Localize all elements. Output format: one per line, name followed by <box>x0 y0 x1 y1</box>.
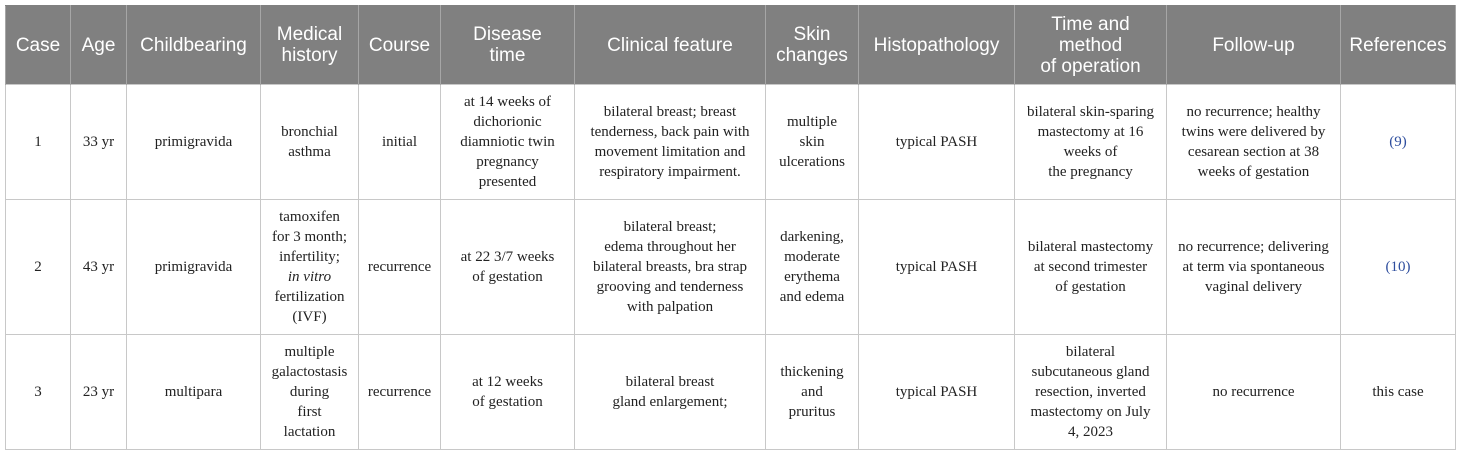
reference-link[interactable]: (10) <box>1385 259 1411 275</box>
cell-clinical-feature: bilateral breast; breast tenderness, back pain with movement limitation and respiratory impairment. <box>575 85 766 200</box>
cell-medical-history: bronchial asthma <box>261 85 359 200</box>
cell-reference <box>1341 85 1456 200</box>
cell-case: 3 <box>6 335 71 450</box>
header-disease-time: Disease time <box>441 6 575 85</box>
cell-childbearing: multipara <box>127 335 261 450</box>
cell-medical-history: multiple galactostasis during first lactation <box>261 335 359 450</box>
cell-course: recurrence <box>359 335 441 450</box>
header-medical-history: Medical history <box>261 6 359 85</box>
cell-skin-changes: darkening, moderate erythema and edema <box>766 200 859 335</box>
cell-case: 2 <box>6 200 71 335</box>
table-row <box>6 200 1456 335</box>
cell-operation: bilateral skin-sparing mastectomy at 16 weeks of the pregnancy <box>1015 85 1167 200</box>
cell-follow-up: no recurrence; healthy twins were delivered by cesarean section at 38 weeks of gestation <box>1167 85 1341 200</box>
header-case: Case <box>6 6 71 85</box>
header-references: References <box>1341 6 1456 85</box>
cell-disease-time: at 12 weeks of gestation <box>441 335 575 450</box>
case-comparison-table <box>5 5 1456 450</box>
cell-reference: this case <box>1341 335 1456 450</box>
header-age: Age <box>71 6 127 85</box>
cell-course: initial <box>359 85 441 200</box>
header-course: Course <box>359 6 441 85</box>
cell-skin-changes: multiple skin ulcerations <box>766 85 859 200</box>
header-follow-up: Follow-up <box>1167 6 1341 85</box>
cell-age: 23 yr <box>71 335 127 450</box>
cell-operation: bilateral subcutaneous gland resection, inverted mastectomy on July 4, 2023 <box>1015 335 1167 450</box>
cell-disease-time: at 14 weeks of dichorionic diamniotic twin pregnancy presented <box>441 85 575 200</box>
comparison-table-container <box>5 5 1456 450</box>
header-clinical-feature: Clinical feature <box>575 6 766 85</box>
header-row <box>6 6 1456 85</box>
cell-histopathology: typical PASH <box>859 335 1015 450</box>
cell-childbearing: primigravida <box>127 200 261 335</box>
cell-case: 1 <box>6 85 71 200</box>
cell-histopathology: typical PASH <box>859 85 1015 200</box>
header-histopathology: Histopathology <box>859 6 1015 85</box>
cell-follow-up: no recurrence <box>1167 335 1341 450</box>
table-row <box>6 335 1456 450</box>
cell-age: 33 yr <box>71 85 127 200</box>
cell-age: 43 yr <box>71 200 127 335</box>
cell-follow-up: no recurrence; delivering at term via spontaneous vaginal delivery <box>1167 200 1341 335</box>
cell-histopathology: typical PASH <box>859 200 1015 335</box>
cell-childbearing: primigravida <box>127 85 261 200</box>
cell-clinical-feature: bilateral breast; edema throughout her bilateral breasts, bra strap grooving and tenderness with palpation <box>575 200 766 335</box>
cell-skin-changes: thickening and pruritus <box>766 335 859 450</box>
cell-medical-history: tamoxifen for 3 month; infertility; in vitro fertilization (IVF) <box>261 200 359 335</box>
cell-reference <box>1341 200 1456 335</box>
table-row <box>6 85 1456 200</box>
reference-link[interactable]: (9) <box>1389 134 1407 150</box>
cell-disease-time: at 22 3/7 weeks of gestation <box>441 200 575 335</box>
header-childbearing: Childbearing <box>127 6 261 85</box>
header-skin-changes: Skin changes <box>766 6 859 85</box>
header-operation: Time and method of operation <box>1015 6 1167 85</box>
cell-operation: bilateral mastectomy at second trimester of gestation <box>1015 200 1167 335</box>
cell-course: recurrence <box>359 200 441 335</box>
cell-clinical-feature: bilateral breast gland enlargement; <box>575 335 766 450</box>
